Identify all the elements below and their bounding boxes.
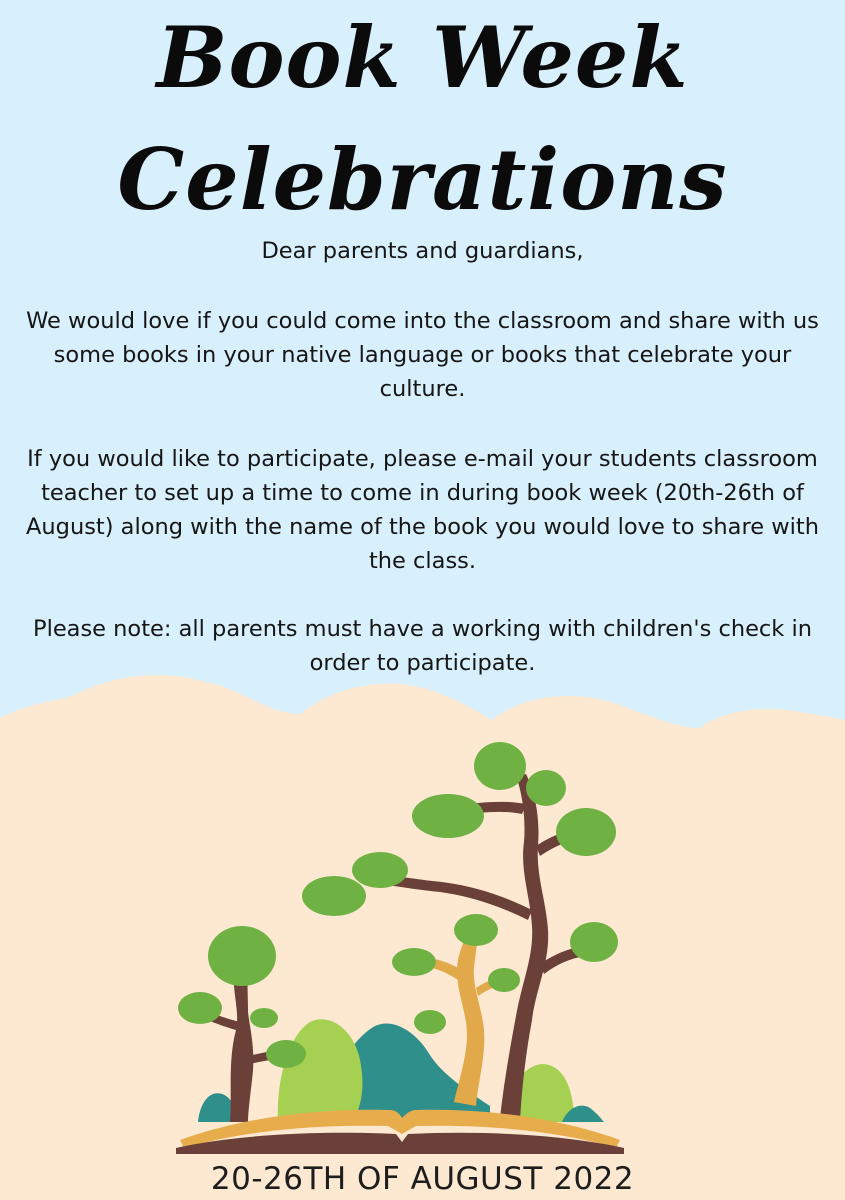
open-book-trees-illustration xyxy=(170,730,630,1160)
paragraph-invitation: We would love if you could come into the classroom and share with us some books in your native language or books that celebrate your culture. xyxy=(26,308,819,402)
open-book-cover xyxy=(176,1133,624,1154)
small-tree-canopy-top xyxy=(208,926,276,986)
tall-tree-canopy-mid-left xyxy=(352,852,408,888)
tall-tree-canopy-top-right xyxy=(526,770,566,806)
small-tree-canopy-right xyxy=(266,1040,306,1068)
tall-tree-canopy-lower-right xyxy=(570,922,618,962)
tall-tree-canopy-far-left xyxy=(302,876,366,916)
lime-bush-left xyxy=(278,1019,363,1122)
tall-tree-canopy-left xyxy=(412,794,484,838)
tall-tree-canopy-top xyxy=(474,742,526,790)
gold-tree-canopy-left xyxy=(392,948,436,976)
title-line-book-week: Book Week xyxy=(156,8,689,107)
paragraph-note: Please note: all parents must have a working with children's check in order to participate. xyxy=(33,616,812,676)
paragraph-participation: If you would like to participate, please e-mail your students classroom teacher to set up a time to come in during book week (20th-26th of August) along with the name of the book you would love to share with the class. xyxy=(26,446,819,574)
event-date: 20-26TH OF AUGUST 2022 xyxy=(210,1161,635,1197)
small-tree-canopy-left xyxy=(178,992,222,1024)
tall-tree-canopy-right xyxy=(556,808,616,856)
gold-tree-canopy-right xyxy=(488,968,520,992)
title-line-celebrations: Celebrations xyxy=(117,130,728,229)
small-tree-canopy-mid xyxy=(250,1008,278,1028)
gold-tree-canopy-top xyxy=(454,914,498,946)
gold-tree-canopy-low xyxy=(414,1010,446,1034)
greeting-text: Dear parents and guardians, xyxy=(261,238,584,264)
